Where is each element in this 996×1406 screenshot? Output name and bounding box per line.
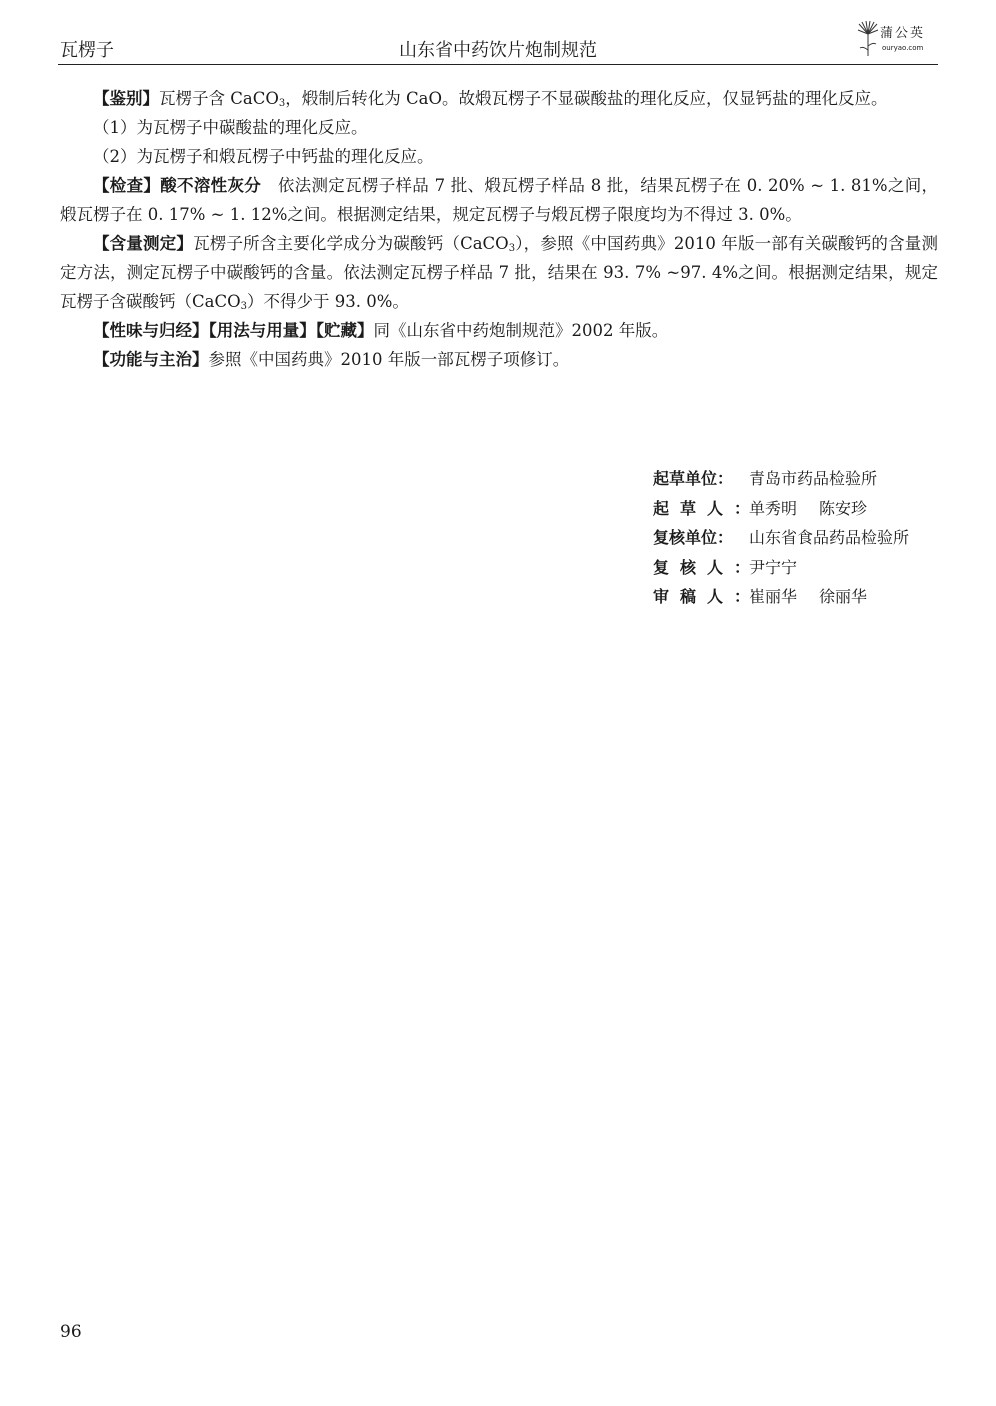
credit-drafting-unit: 起草单位： 青岛市药品检验所 <box>653 469 878 488</box>
identification-tag: 【鉴别】 <box>93 89 159 108</box>
properties-tag: 【性味与归经】【用法与用量】【贮藏】 <box>93 321 374 340</box>
section-title: 瓦楞子 <box>60 40 114 61</box>
properties-paragraph: 【性味与归经】【用法与用量】【贮藏】同《山东省中药炮制规范》2002 年版。 <box>93 321 669 340</box>
inspection-paragraph: 【检查】酸不溶性灰分 依法测定瓦楞子样品 7 批、煅瓦楞子样品 8 批，结果瓦楞子在 0. 20% ~ 1. 81%之间，煅瓦楞子在 0. 17% ~ 1. 12%之间。根据测定结果，规定瓦楞子与煅瓦楞子限度均为不得过 3. 0%。 <box>60 176 939 224</box>
book-title: 山东省中药饮片炮制规范 <box>399 40 597 61</box>
credit-reviewer: 复核人：尹宁宁 <box>653 557 798 577</box>
publisher-logo <box>856 20 938 60</box>
assay-paragraph: 【含量测定】瓦楞子所含主要化学成分为碳酸钙（CaCO$_3$），参照《中国药典》2010 年版一部有关碳酸钙的含量测定方法，测定瓦楞子中碳酸钙的含量。依法测定瓦楞子样品 7 批，结果在 93. 7% ~97. 4%之间。根据测定结果，规定瓦楞子含碳酸钙（CaCO$_3$）不得少于 93. 0%。 <box>60 234 938 312</box>
functions-tag: 【功能与主治】 <box>93 350 209 369</box>
credit-review-unit: 复核单位： 山东省食品药品检验所 <box>653 528 910 547</box>
identification-paragraph: 【鉴别】瓦楞子含 CaCO$_3$，煅制后转化为 CaO。故煅瓦楞子不显碳酸盐的理化反应，仅显钙盐的理化反应。 <box>93 89 888 109</box>
page-header <box>58 28 938 65</box>
assay-tag: 【含量测定】 <box>93 234 194 253</box>
credits-block <box>653 464 909 612</box>
page-number: 96 <box>60 1322 82 1342</box>
document-body <box>60 84 938 374</box>
identification-item-2: （2）为瓦楞子和煅瓦楞子中钙盐的理化反应。 <box>93 147 434 166</box>
logo-name: 蒲公英 <box>880 26 926 41</box>
credit-drafter: 起草人：单秀明 陈安珍 <box>653 498 868 518</box>
identification-item-1: （1）为瓦楞子中碳酸盐的理化反应。 <box>93 118 368 137</box>
dandelion-icon <box>856 20 880 58</box>
credit-editor: 审稿人：崔丽华 徐丽华 <box>653 587 868 606</box>
logo-url: ouryao.com <box>882 44 924 52</box>
inspection-tag: 【检查】酸不溶性灰分 <box>93 176 262 195</box>
functions-paragraph: 【功能与主治】参照《中国药典》2010 年版一部瓦楞子项修订。 <box>93 350 570 369</box>
